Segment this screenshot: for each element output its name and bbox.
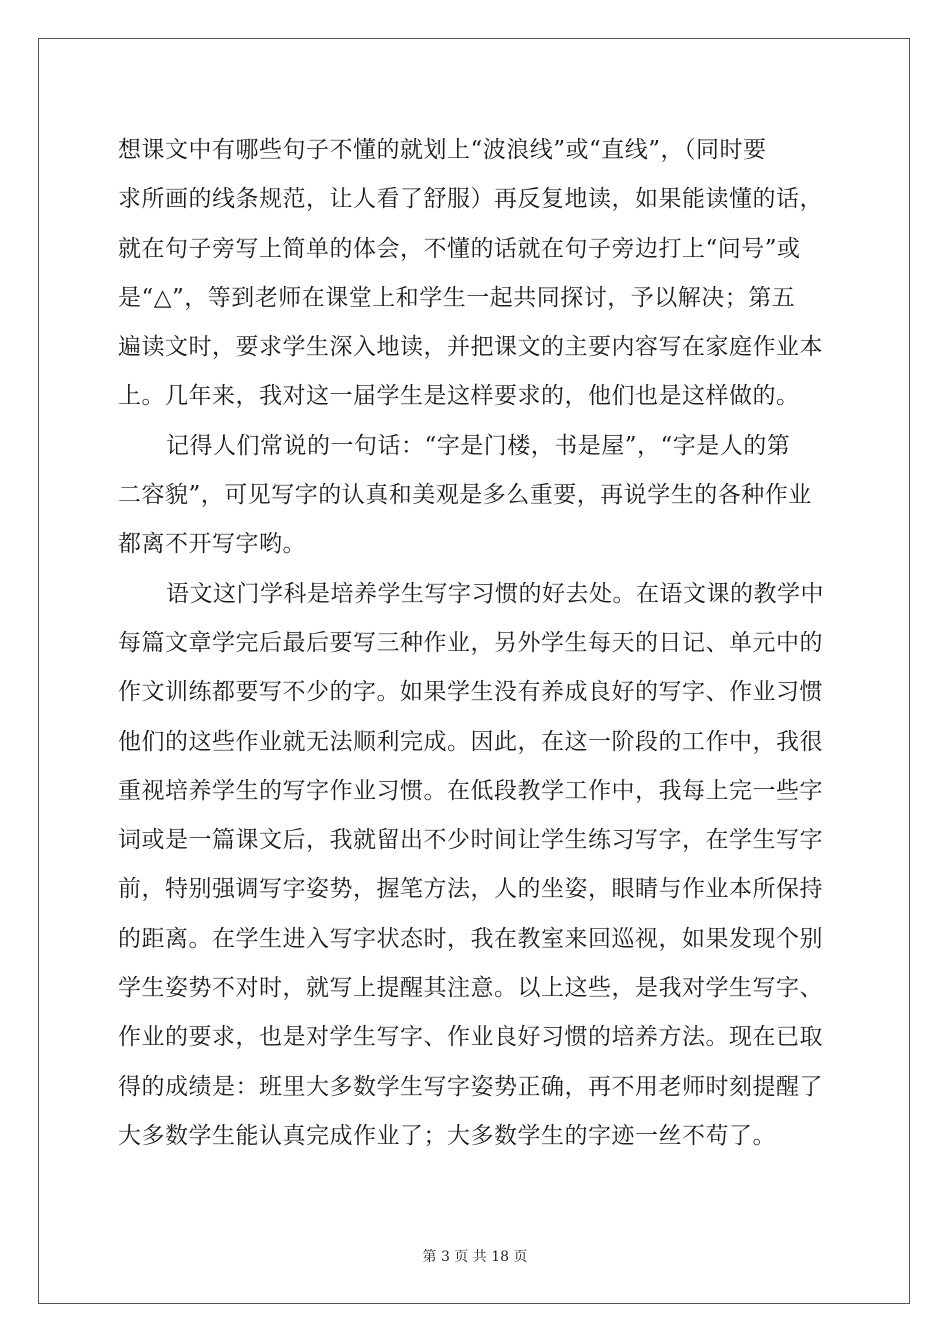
- text-line: 都离不开写字哟。: [118, 531, 306, 558]
- document-body: [118, 126, 834, 1161]
- text-line: 重视培养学生的写字作业习惯。在低段教学工作中，我每上完一些字: [118, 777, 823, 804]
- text-line: 词或是一篇课文后，我就留出不少时间让学生练习写字，在学生写字: [118, 827, 823, 854]
- text-line: 想课文中有哪些句子不懂的就划上“波浪线”或“直线”，（同时要: [118, 137, 767, 163]
- text-line: 学生姿势不对时，就写上提醒其注意。以上这些，是我对学生写字、: [118, 975, 823, 1002]
- text-line: 上。几年来，我对这一届学生是这样要求的，他们也是这样做的。: [118, 383, 800, 410]
- text-line: 前，特别强调写字姿势，握笔方法，人的坐姿，眼睛与作业本所保持: [118, 876, 823, 903]
- text-line: 得的成绩是：班里大多数学生写字姿势正确，再不用老师时刻提醒了: [118, 1073, 823, 1100]
- paragraph-start-line: 语文这门学科是培养学生写字习惯的好去处。在语文课的教学中: [166, 580, 824, 607]
- text-line: 每篇文章学完后最后要写三种作业，另外学生每天的日记、单元中的: [118, 629, 823, 656]
- text-line: 作业的要求，也是对学生写字、作业良好习惯的培养方法。现在已取: [118, 1024, 823, 1051]
- text-line: 就在句子旁写上简单的体会，不懂的话就在句子旁边打上“问号”或: [118, 235, 801, 262]
- page-number-footer: 第 3 页 共 18 页: [422, 1249, 528, 1265]
- text-line: 的距离。在学生进入写字状态时，我在教室来回巡视，如果发现个别: [118, 925, 823, 952]
- text-line: 是“△”，等到老师在课堂上和学生一起共同探讨，予以解决；第五: [118, 284, 796, 311]
- text-line: 作文训练都要写不少的字。如果学生没有养成良好的写字、作业习惯: [118, 679, 823, 706]
- text-line: 遍读文时，要求学生深入地读，并把课文的主要内容写在家庭作业本: [118, 334, 823, 361]
- paragraph-start-line: 记得人们常说的一句话：“字是门楼，书是屋”，“字是人的第: [166, 432, 791, 459]
- text-line: 他们的这些作业就无法顺利完成。因此，在这一阶段的工作中，我很: [118, 728, 823, 755]
- text-line: 大多数学生能认真完成作业了；大多数学生的字迹一丝不苟了。: [118, 1122, 776, 1149]
- text-line: 求所画的线条规范，让人看了舒服）再反复地读，如果能读懂的话，: [118, 186, 823, 213]
- text-line: 二容貌”，可见写字的认真和美观是多么重要，再说学生的各种作业: [118, 482, 812, 509]
